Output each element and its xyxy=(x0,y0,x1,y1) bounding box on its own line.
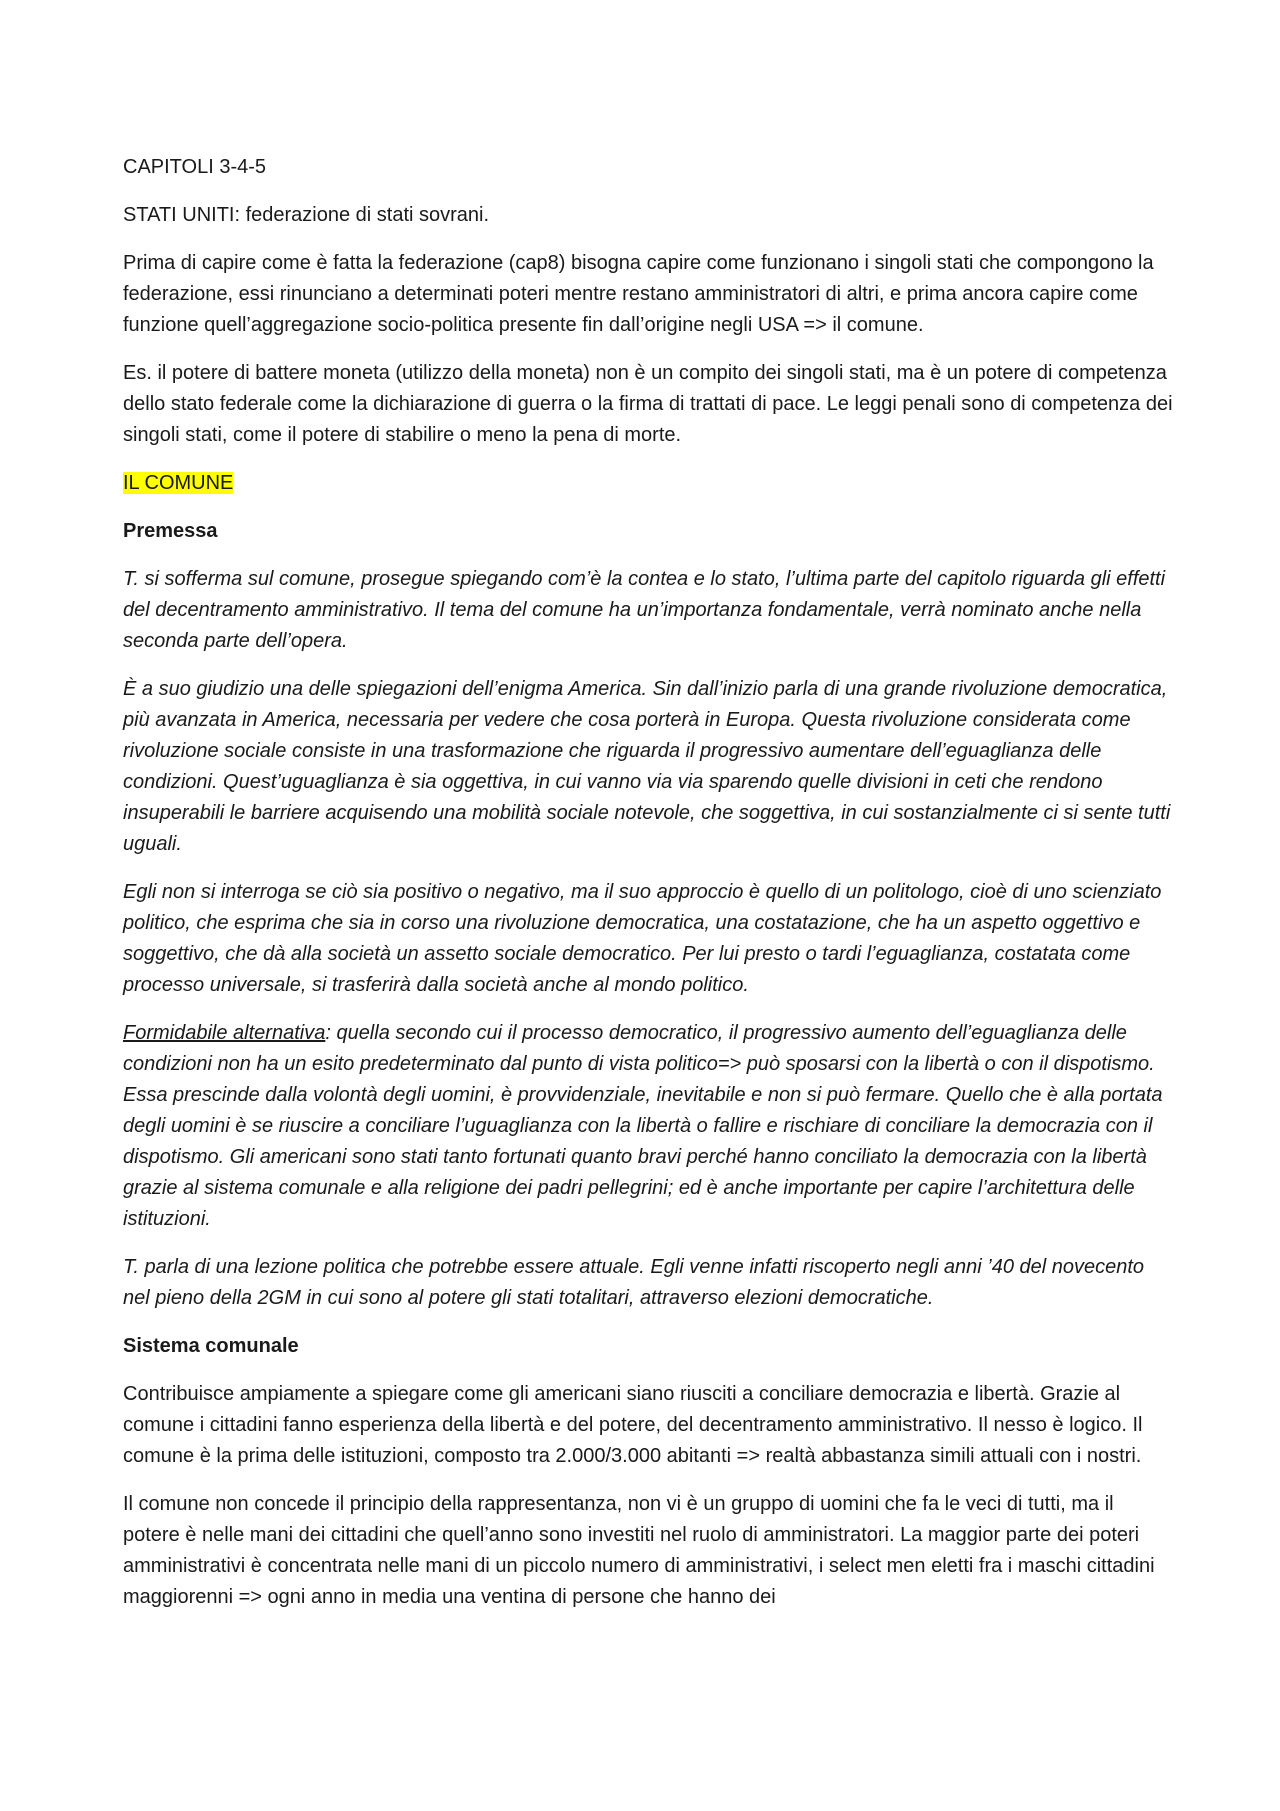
subheading-premessa: Premessa xyxy=(123,520,218,542)
subheading-sistema-comunale: Sistema comunale xyxy=(123,1335,299,1357)
document-heading: CAPITOLI 3-4-5 xyxy=(123,156,267,178)
paragraph-italic-5: T. parla di una lezione politica che potrebbe essere attuale. Egli venne infatti riscoperto negli anni ’40 del novecento nel pieno della 2GM in cui sono al potere gli stati totalitari, attraverso elezioni democratiche. xyxy=(123,1256,1145,1309)
paragraph-sistema-2: Il comune non concede il principio della rappresentanza, non vi è un gruppo di uomini che fa le veci di tutti, ma il potere è nelle mani dei cittadini che quell’anno sono investiti nel ruolo di amministratori. La maggior parte dei poteri amministrativi è concentrata nelle mani di un piccolo numero di amministrativi, i select men eletti fra i maschi cittadini maggiorenni => ogni anno in media una ventina di persone che hanno dei xyxy=(123,1493,1155,1608)
highlighted-section-title: IL COMUNE xyxy=(123,472,234,494)
document-page xyxy=(123,152,1173,1630)
paragraph-italic-2: È a suo giudizio una delle spiegazioni dell’enigma America. Sin dall’inizio parla di una grande rivoluzione democratica, più avanzata in America, necessaria per vedere che cosa porterà in Europa. Questa rivoluzione considerata come rivoluzione sociale consiste in una trasformazione che riguarda il progressivo aumentare dell’eguaglianza delle condizioni. Quest’uguaglianza è sia oggettiva, in cui vanno via via sparendo quelle divisioni in ceti che rendono insuperabili le barriere acquisendo una mobilità sociale notevole, che soggettiva, in cui sostanzialmente ci si sente tutti uguali. xyxy=(123,678,1171,855)
paragraph-italic-3: Egli non si interroga se ciò sia positivo o negativo, ma il suo approccio è quello di un politologo, cioè di uno scienziato politico, che esprima che sia in corso una rivoluzione democratica, una costatazione, che ha un aspetto oggettivo e soggettivo, che dà alla società un assetto sociale democratico. Per lui presto o tardi l’eguaglianza, costatata come processo universale, si trasferirà dalla società anche al mondo politico. xyxy=(123,881,1162,996)
intro-line: STATI UNITI: federazione di stati sovrani. xyxy=(123,204,490,226)
paragraph-powers: Es. il potere di battere moneta (utilizzo della moneta) non è un compito dei singoli stati, ma è un potere di competenza dello stato federale come la dichiarazione di guerra o la firma di trattati di pace. Le leggi penali sono di competenza dei singoli stati, come il potere di stabilire o meno la pena di morte. xyxy=(123,362,1173,446)
paragraph-italic-4 xyxy=(123,1018,1173,1235)
paragraph-italic-1: T. si sofferma sul comune, prosegue spiegando com’è la contea e lo stato, l’ultima parte del capitolo riguarda gli effetti del decentramento amministrativo. Il tema del comune ha un’importanza fondamentale, verrà nominato anche nella seconda parte dell’opera. xyxy=(123,568,1166,652)
paragraph-italic-4-rest: : quella secondo cui il processo democratico, il progressivo aumento dell’eguaglianza delle condizioni non ha un esito predeterminato dal punto di vista politico=> può sposarsi con la libertà o con il dispotismo. Essa prescinde dalla volontà degli uomini, è provvidenziale, inevitabile e non si può fermare. Quello che è alla portata degli uomini è se riuscire a conciliare l’uguaglianza con la libertà o fallire e rischiare di conciliare la democrazia con il dispotismo. Gli americani sono stati tanto fortunati quanto bravi perché hanno conciliato la democrazia con la libertà grazie al sistema comunale e alla religione dei padri pellegrini; ed è anche importante per capire l’architettura delle istituzioni. xyxy=(123,1022,1163,1230)
paragraph-federation: Prima di capire come è fatta la federazione (cap8) bisogna capire come funzionano i singoli stati che compongono la federazione, essi rinunciano a determinati poteri mentre restano amministratori di altri, e prima ancora capire come funzione quell’aggregazione socio-politica presente fin dall’origine negli USA => il comune. xyxy=(123,252,1154,336)
section-heading xyxy=(123,468,1173,499)
paragraph-sistema-1: Contribuisce ampiamente a spiegare come gli americani siano riusciti a conciliare democrazia e libertà. Grazie al comune i cittadini fanno esperienza della libertà e del potere, del decentramento amministrativo. Il nesso è logico. Il comune è la prima delle istituzioni, composto tra 2.000/3.000 abitanti => realtà abbastanza simili attuali con i nostri. xyxy=(123,1383,1143,1467)
underlined-term: Formidabile alternativa xyxy=(123,1022,326,1044)
